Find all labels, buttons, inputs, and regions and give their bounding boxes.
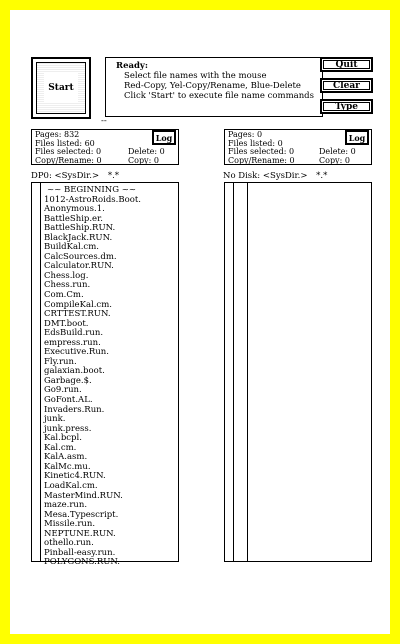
file-list-item[interactable]: Invaders.Run. <box>44 404 105 415</box>
file-list-item[interactable]: Kal.bcpl. <box>44 433 82 444</box>
file-list-item[interactable]: 1012-AstroRoids.Boot. <box>44 194 141 205</box>
file-list-item[interactable]: othello.run. <box>44 538 94 549</box>
file-list-item[interactable]: Kinetic4.RUN. <box>44 471 106 482</box>
right-log-label: Log <box>348 132 366 143</box>
right-scrollbar-divider <box>233 183 234 561</box>
start-button[interactable] <box>31 57 91 119</box>
file-list-item[interactable]: Chess.log. <box>44 270 89 281</box>
clear-button[interactable] <box>320 78 373 93</box>
neptune-screen <box>10 10 390 634</box>
file-list-item[interactable]: POLYGONS.RUN. <box>44 557 120 568</box>
message-title: Ready: <box>116 61 148 71</box>
right-copy-rename-count: Copy/Rename: 0 <box>228 155 295 165</box>
file-list-item[interactable]: Calculator.RUN. <box>44 261 114 272</box>
file-list-item[interactable]: DMT.boot. <box>44 318 89 329</box>
file-list-item[interactable]: MasterMind.RUN. <box>44 490 123 501</box>
type-button[interactable] <box>320 99 373 114</box>
quit-button[interactable] <box>320 57 373 72</box>
file-list-item[interactable]: Com.Cm. <box>44 290 84 301</box>
left-log-label: Log <box>155 132 173 143</box>
file-list-item[interactable]: Anonymous.1. <box>44 204 105 215</box>
file-list-item[interactable]: BuildKal.cm. <box>44 242 99 253</box>
file-list-item[interactable]: BattleShip.RUN. <box>44 223 116 234</box>
file-list-item[interactable]: KalA.asm. <box>44 452 88 463</box>
message-line-2: Red-Copy, Yel-Copy/Rename, Blue-Delete <box>124 81 301 91</box>
left-scrollbar[interactable] <box>32 183 41 561</box>
file-list-item[interactable]: junk.press. <box>44 423 92 434</box>
file-list-item[interactable]: EdsBuild.run. <box>44 328 104 339</box>
message-separator: -- <box>101 116 107 126</box>
right-scrollbar[interactable] <box>225 183 248 561</box>
file-list-item[interactable]: Kal.cm. <box>44 442 77 453</box>
file-list-item[interactable]: CalcSources.dm. <box>44 251 117 262</box>
left-copy-count: Copy: 0 <box>128 155 159 165</box>
message-line-1: Select file names with the mouse <box>124 71 267 81</box>
right-files-selected: Files selected: 0 <box>228 147 295 156</box>
file-list-item[interactable]: Fly.run. <box>44 356 77 367</box>
left-copy-rename-count: Copy/Rename: 0 <box>35 155 102 165</box>
right-copy-count: Copy: 0 <box>319 155 350 165</box>
message-panel <box>105 57 323 117</box>
right-dir-label[interactable] <box>223 171 327 181</box>
file-list-item[interactable]: Chess.run. <box>44 280 91 291</box>
file-list-item[interactable]: LoadKal.cm. <box>44 480 98 491</box>
left-pages: Pages: 832 <box>35 130 80 139</box>
file-list-item[interactable]: BlackJack.RUN. <box>44 232 113 243</box>
left-delete-count: Delete: 0 <box>128 147 165 156</box>
left-files-listed: Files listed: 60 <box>35 138 95 148</box>
file-list-item[interactable]: junk. <box>44 414 66 425</box>
left-stats-panel <box>31 129 179 165</box>
file-list-item[interactable]: BattleShip.er. <box>44 213 103 224</box>
file-list-item[interactable]: empress.run. <box>44 337 101 348</box>
file-list-item[interactable]: CRTTEST.RUN. <box>44 309 111 320</box>
type-button-label: Type <box>335 101 358 112</box>
left-dir-label[interactable] <box>31 171 119 181</box>
file-list-item[interactable]: Missile.run. <box>44 519 96 530</box>
file-list-item[interactable]: Mesa.Typescript. <box>44 509 119 520</box>
quit-button-label: Quit <box>335 59 358 70</box>
file-list-item[interactable]: NEPTUNE.RUN. <box>44 528 116 539</box>
file-list-item[interactable]: Pinball-easy.run. <box>44 547 116 558</box>
start-button-label: Start <box>44 73 78 103</box>
left-file-items <box>44 186 141 568</box>
right-log-button[interactable] <box>346 131 368 144</box>
right-dir-pattern: *.* <box>316 171 328 181</box>
left-dir-name: DP0: <SysDir.> <box>31 171 100 181</box>
start-button-frame <box>36 62 86 114</box>
file-list-item[interactable]: KalMc.mu. <box>44 461 91 472</box>
file-list-item[interactable]: CompileKal.cm. <box>44 299 112 310</box>
file-list-item[interactable]: Garbage.$. <box>44 375 92 386</box>
clear-button-label: Clear <box>333 80 360 91</box>
right-files-listed: Files listed: 0 <box>228 138 283 148</box>
left-log-button[interactable] <box>153 131 175 144</box>
left-dir-pattern: *.* <box>107 171 120 181</box>
left-file-list[interactable] <box>31 182 179 568</box>
message-line-3: Click 'Start' to execute file name commands <box>124 91 314 101</box>
file-list-item[interactable]: galaxian.boot. <box>44 366 105 377</box>
file-list-item[interactable]: GoFont.AL. <box>44 395 93 406</box>
right-file-list[interactable] <box>224 182 372 562</box>
file-list-item[interactable]: Go9.run. <box>44 385 82 396</box>
right-dir-name: No Disk: <SysDir.> <box>223 171 308 181</box>
right-delete-count: Delete: 0 <box>319 147 356 156</box>
left-files-selected: Files selected: 0 <box>35 147 102 156</box>
right-pages: Pages: 0 <box>228 130 263 139</box>
file-list-item[interactable]: ~~ BEGINNING ~~ <box>47 185 136 195</box>
file-list-item[interactable]: maze.run. <box>44 500 88 511</box>
right-stats-panel <box>224 129 372 165</box>
file-list-item[interactable]: Executive.Run. <box>44 347 109 358</box>
